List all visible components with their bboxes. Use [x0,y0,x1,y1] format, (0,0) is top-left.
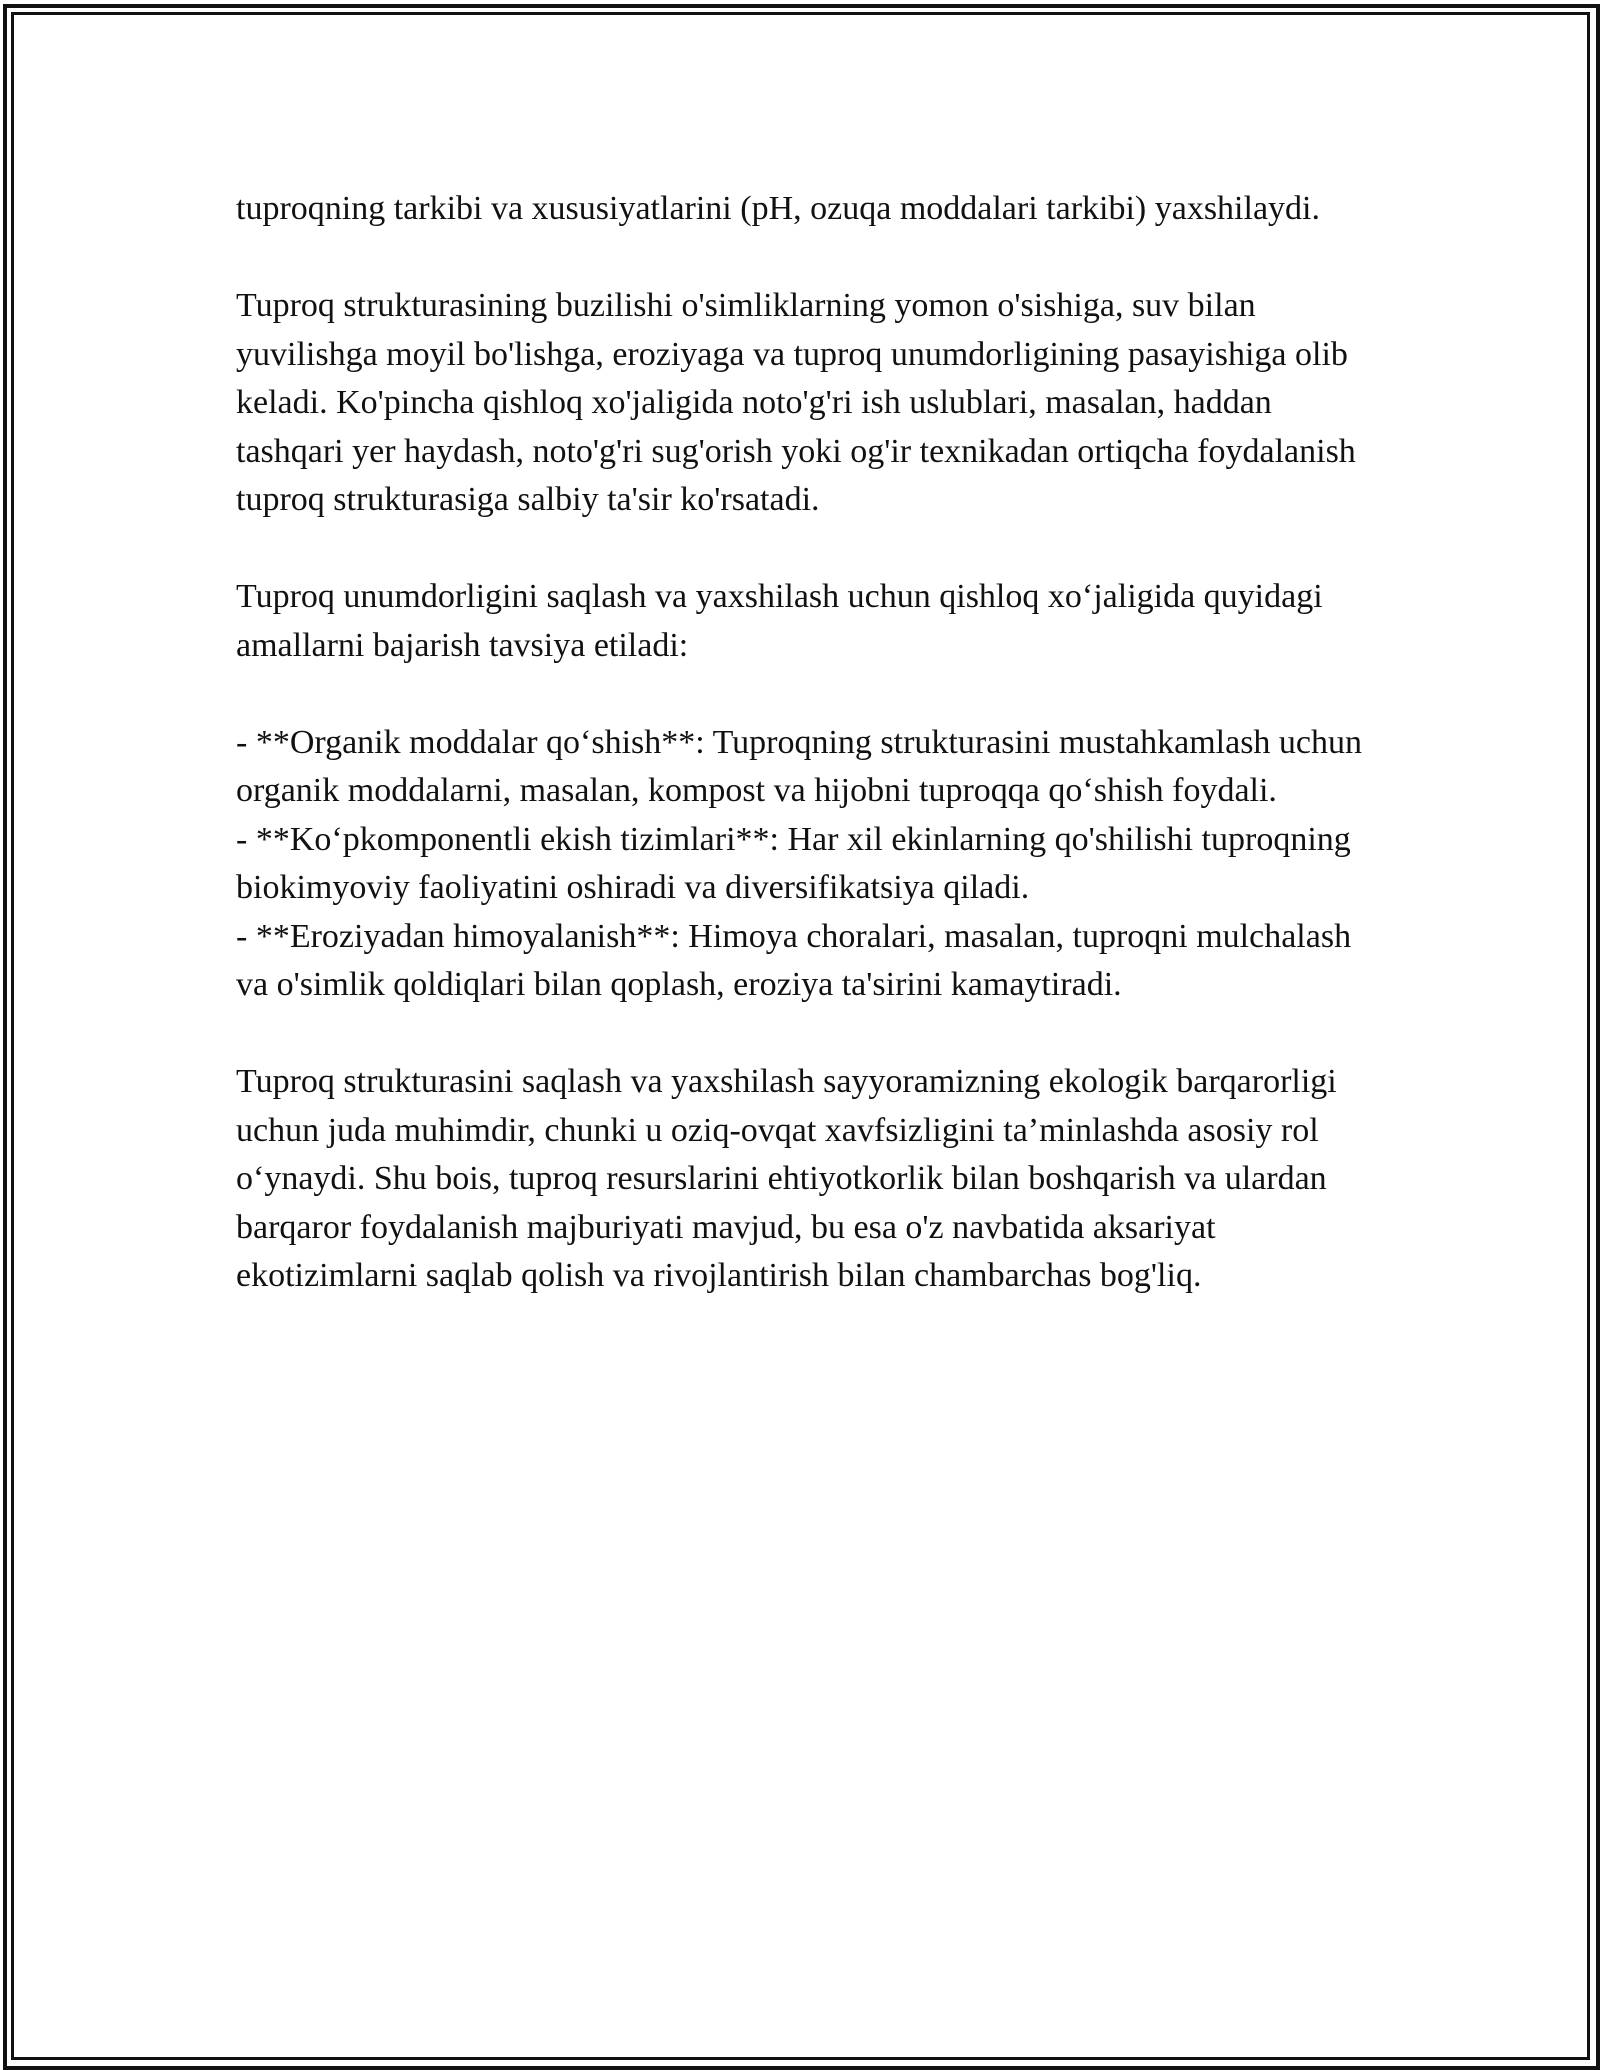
paragraph-recommendations-intro: Tuproq unumdorligini saqlash va yaxshilash uchun qishloq xo‘jaligida quyidagi amallarni bajarish tavsiya etiladi: [236,578,1323,664]
paragraph-soil-properties: tuproqning tarkibi va xususiyatlarini (pH, ozuqa moddalari tarkibi) yaxshilaydi. [236,190,1320,227]
document-body [236,185,1386,1349]
paragraph-conclusion: Tuproq strukturasini saqlash va yaxshilash sayyoramizning ekologik barqarorligi uchun juda muhimdir, chunki u oziq-ovqat xavfsizligini ta’minlashda asosiy rol o‘ynaydi. Shu bois, tuproq resurslarini ehtiyotkorlik bilan boshqarish va ulardan barqaror foydalanish majburiyati mavjud, bu esa o'z navbatida aksariyat ekotizimlarni saqlab qolish va rivojlantirish bilan chambarchas bog'liq. [236,1063,1337,1294]
list-item-multicomponent-planting: - **Ko‘pkomponentli ekish tizimlari**: Har xil ekinlarning qo'shilishi tuproqning biokimyoviy faoliyatini oshiradi va diversifikatsiya qiladi. [236,820,1351,906]
paragraph-soil-degradation: Tuproq strukturasining buzilishi o'simliklarning yomon o'sishiga, suv bilan yuvilishga moyil bo'lishga, eroziyaga va tuproq unumdorligining pasayishiga olib keladi. Ko'pincha qishloq xo'jaligida noto'g'ri ish uslublari, masalan, haddan tashqari yer haydash, noto'g'ri sug'orish yoki og'ir texnikadan ortiqcha foydalanish tuproq strukturasiga salbiy ta'sir ko'rsatadi. [236,287,1356,518]
list-item-organic-matter: - **Organik moddalar qo‘shish**: Tuproqning strukturasini mustahkamlash uchun organik moddalarni, masalan, kompost va hijobni tuproqqa qo‘shish foydali. [236,723,1363,809]
list-item-erosion-protection: - **Eroziyadan himoyalanish**: Himoya choralari, masalan, tuproqni mulchalash va o'simlik qoldiqlari bilan qoplash, eroziya ta'sirini kamaytiradi. [236,917,1352,1003]
recommendations-list [236,719,1386,1010]
